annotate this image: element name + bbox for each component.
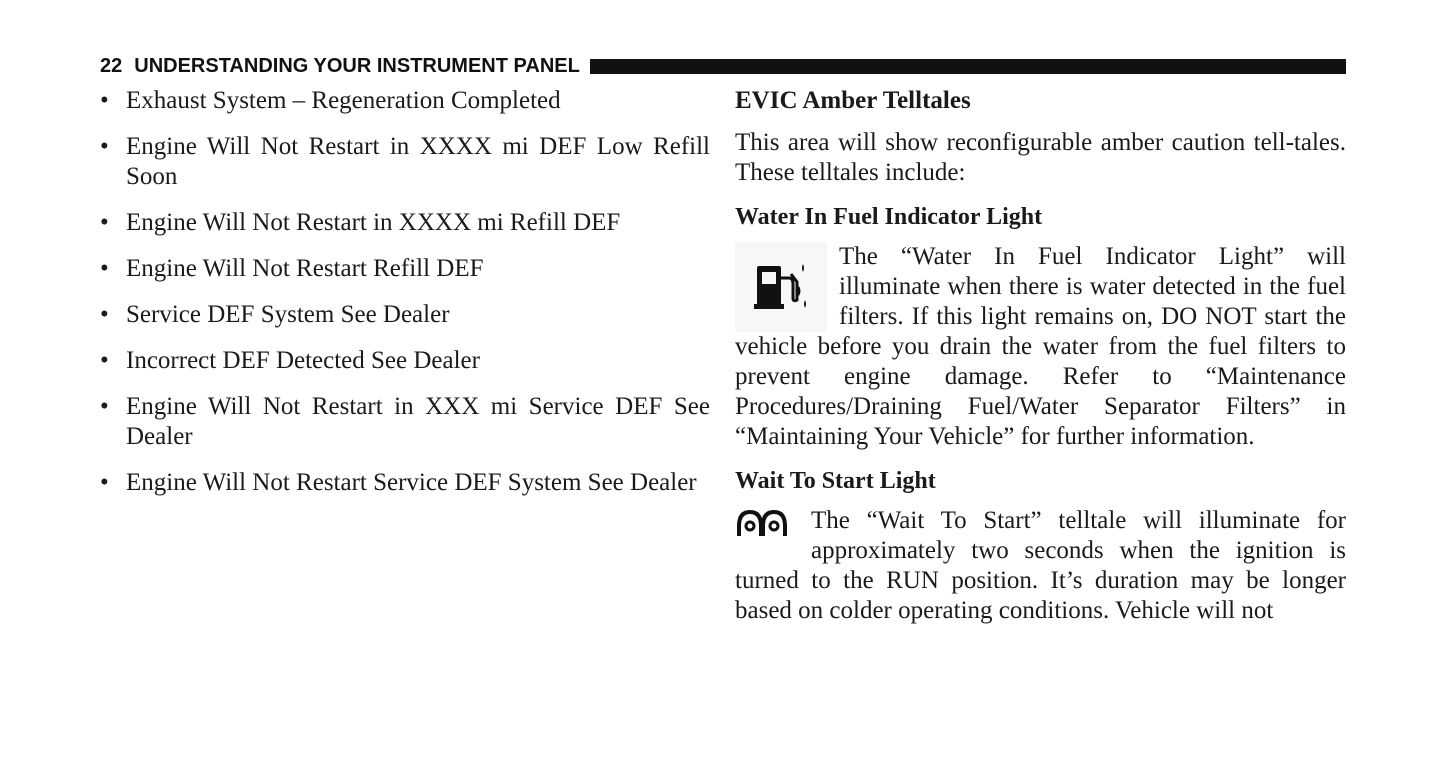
glow-plug-icon — [735, 506, 791, 546]
bullet-dot: • — [100, 347, 109, 374]
list-item — [100, 254, 710, 284]
list-item-text: Exhaust System – Regeneration Completed — [126, 87, 561, 114]
page-header — [100, 54, 1346, 78]
list-item — [100, 346, 710, 376]
list-item-text: Engine Will Not Restart in XXX mi Service DEF See Dealer — [126, 393, 710, 450]
list-item — [100, 86, 710, 116]
bullet-dot: • — [100, 209, 109, 236]
bullet-dot: • — [100, 255, 109, 282]
list-item-text: Engine Will Not Restart in XXXX mi DEF Low Refill Soon — [126, 133, 710, 190]
list-item-text: Incorrect DEF Detected See Dealer — [126, 347, 480, 374]
bullet-dot: • — [100, 301, 109, 328]
page-number: 22 — [100, 54, 123, 77]
list-item-text: Service DEF System See Dealer — [126, 301, 450, 328]
right-column — [735, 86, 1346, 640]
wait-to-start-text: The “Wait To Start” telltale will illuminate for approximately two seconds when the ignition is turned to the RUN position. It’s duration may be longer based on colder operating conditions. Vehicle will not — [735, 507, 1346, 624]
intro-paragraph: This area will show reconfigurable amber caution tell-tales. These telltales include: — [735, 129, 1346, 186]
wait-to-start-paragraph — [735, 506, 1346, 626]
list-item-text: Engine Will Not Restart Service DEF System See Dealer — [126, 469, 697, 496]
bullet-dot: • — [100, 133, 109, 160]
header-rule — [590, 59, 1346, 74]
list-item — [100, 132, 710, 192]
left-column — [100, 86, 710, 514]
list-item — [100, 468, 710, 498]
water-in-fuel-icon — [735, 242, 827, 332]
section-title: UNDERSTANDING YOUR INSTRUMENT PANEL — [134, 54, 580, 77]
section-heading: EVIC Amber Telltales — [735, 87, 971, 114]
list-item — [100, 300, 710, 330]
list-item — [100, 208, 710, 238]
water-in-fuel-paragraph — [735, 242, 1346, 452]
bullet-dot: • — [100, 393, 109, 420]
list-item-text: Engine Will Not Restart Refill DEF — [126, 255, 484, 282]
list-item-text: Engine Will Not Restart in XXXX mi Refill DEF — [126, 209, 621, 236]
list-item — [100, 392, 710, 452]
wait-to-start-heading: Wait To Start Light — [735, 468, 936, 494]
bullet-dot: • — [100, 87, 109, 114]
water-in-fuel-text: The “Water In Fuel Indicator Light” will illuminate when there is water detected in the fuel filters. If this light remains on, DO NOT start the vehicle before you drain the water from the fuel filters to prevent engine damage. Refer to “Maintenance Procedures/Draining Fuel/Water Separator Filters” in “Maintaining Your Vehicle” for further information. — [735, 243, 1346, 450]
bullet-dot: • — [100, 469, 109, 496]
water-in-fuel-heading: Water In Fuel Indicator Light — [735, 204, 1043, 230]
